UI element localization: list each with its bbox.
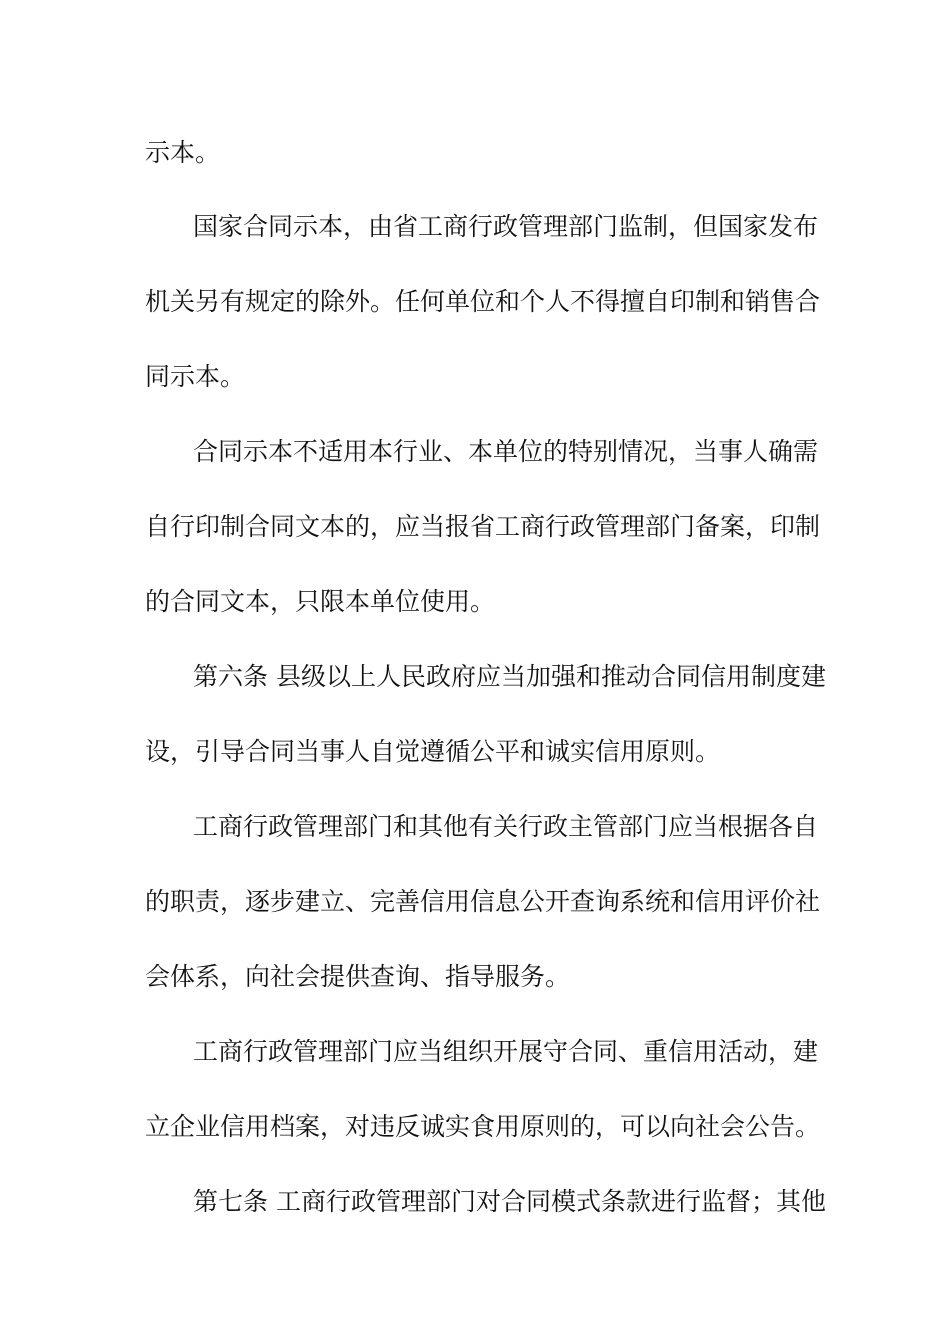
text-line: 立企业信用档案，对违反诚实食用原则的，可以向社会公告。 — [145, 1112, 821, 1141]
text-line: 会体系，向社会提供查询、指导服务。 — [145, 962, 571, 991]
article-heading-line: 第六条 县级以上人民政府应当加强和推动合同信用制度建 — [193, 662, 826, 691]
text-line: 的职责，逐步建立、完善信用信息公开查询系统和信用评价社 — [145, 887, 821, 916]
text-line: 的合同文本，只限本单位使用。 — [145, 587, 496, 616]
paragraph-first-line: 工商行政管理部门应当组织开展守合同、重信用活动，建 — [193, 1037, 819, 1066]
text-line: 同示本。 — [145, 362, 246, 391]
text-line: 设，引导合同当事人自觉遵循公平和诚实信用原则。 — [145, 737, 721, 766]
paragraph-first-line: 国家合同示本，由省工商行政管理部门监制，但国家发布 — [193, 212, 819, 241]
paragraph-first-line: 工商行政管理部门和其他有关行政主管部门应当根据各自 — [193, 812, 819, 841]
paragraph-first-line: 合同示本不适用本行业、本单位的特别情况，当事人确需 — [193, 437, 819, 466]
text-line: 自行印制合同文本的，应当报省工商行政管理部门备案，印制 — [145, 512, 821, 541]
article-heading-line: 第七条 工商行政管理部门对合同模式条款进行监督；其他 — [193, 1187, 826, 1216]
text-line: 示本。 — [145, 138, 221, 167]
text-line: 机关另有规定的除外。任何单位和个人不得擅自印制和销售合 — [145, 287, 821, 316]
